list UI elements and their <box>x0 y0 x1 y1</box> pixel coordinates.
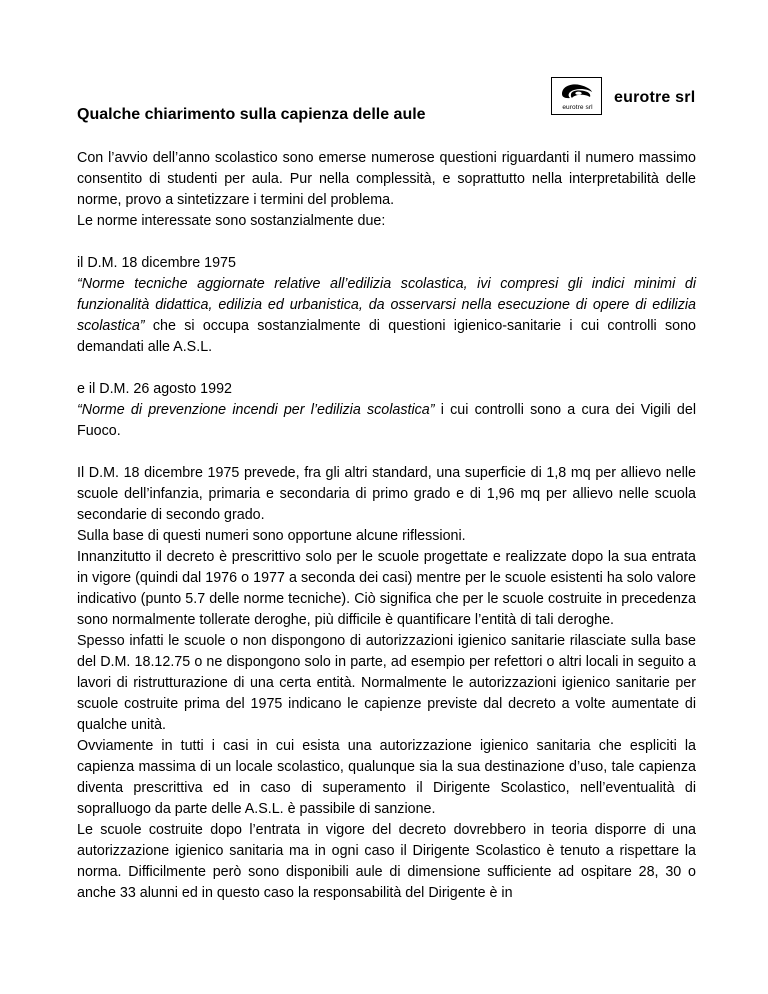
body-paragraph: Ovviamente in tutti i casi in cui esista una autorizzazione igienico sanitaria che espliciti la capienza massima di un locale scolastico, qualunque sia la sua destinazione d’uso, tale capienza diventa prescrittiva ed in caso di superamento il Dirigente Scolastico, nell’eventualità di sopralluogo da parte delle A.S.L. è passibile di sanzione. <box>77 738 696 817</box>
norm-1-quote: “Norme tecniche aggiornate relative all’edilizia scolastica, ivi compresi gli indici minimi di funzionalità didattica, edilizia ed urbanistica, da osservarsi nella esecuzione di opere di edilizia scolastica” <box>77 276 696 334</box>
body-paragraph: Sulla base di questi numeri sono opportune alcune riflessioni. <box>77 528 466 544</box>
intro-text: Con l’avvio dell’anno scolastico sono emerse numerose questioni riguardanti il numero massimo consentito di studenti per aula. Pur nella complessità, e soprattutto nella interpretabilità delle norme, provo a sintetizzare i termini del problema. <box>77 150 696 208</box>
norm-1-heading: il D.M. 18 dicembre 1975 <box>77 255 236 271</box>
norm-1-paragraph <box>77 253 696 358</box>
norm-2-heading: e il D.M. 26 agosto 1992 <box>77 381 232 397</box>
document-body <box>77 148 696 904</box>
logo-mark <box>551 77 602 115</box>
norm-2-paragraph <box>77 379 696 442</box>
body-paragraph: Spesso infatti le scuole o non dispongono di autorizzazioni igienico sanitarie rilasciate sulla base del D.M. 18.12.75 o ne dispongono solo in parte, ad esempio per refettori o altri locali in seguito a lavori di ristrutturazione di una certa entità. Normalmente le autorizzazioni igienico sanitarie per scuole costruite prima del 1975 indicano le capienze previste dal decreto a volte aumentate di qualche unità. <box>77 633 696 733</box>
norm-1-text: che si occupa sostanzialmente di questioni igienico-sanitarie i cui controlli sono demandati alle A.S.L. <box>77 318 696 355</box>
logo-swirl-icon <box>558 80 596 102</box>
norm-2-quote: “Norme di prevenzione incendi per l’edilizia scolastica” <box>77 402 435 418</box>
intro-paragraph <box>77 148 696 232</box>
logo-wordmark: eurotre srl <box>614 89 696 106</box>
page-title: Qualche chiarimento sulla capienza delle aule <box>77 106 426 123</box>
norm-2-text: i cui controlli sono a cura dei Vigili del Fuoco. <box>77 402 696 439</box>
company-logo <box>551 77 711 123</box>
body-paragraph: Innanzitutto il decreto è prescrittivo solo per le scuole progettate e realizzate dopo la sua entrata in vigore (quindi dal 1976 o 1977 a seconda dei casi) mentre per le scuole esistenti ha solo valore indicativo (punto 5.7 delle norme tecniche). Ciò significa che per le scuole costruite in precedenza sono normalmente tollerate deroghe, più difficile è quantificare l’entità di tali deroghe. <box>77 549 696 628</box>
intro-text-2: Le norme interessate sono sostanzialmente due: <box>77 213 386 229</box>
body-paragraph: Il D.M. 18 dicembre 1975 prevede, fra gli altri standard, una superficie di 1,8 mq per allievo nelle scuole dell’infanzia, primaria e secondaria di primo grado e di 1,96 mq per allievo nelle scuola secondarie di secondo grado. <box>77 465 696 523</box>
logo-small-text: eurotre srl <box>562 104 593 111</box>
body-paragraph: Le scuole costruite dopo l’entrata in vigore del decreto dovrebbero in teoria disporre di una autorizzazione igienico sanitaria ma in ogni caso il Dirigente Scolastico è tenuto a rispettare la norma. Difficilmente però sono disponibili aule di dimensione sufficiente ad ospitare 28, 30 o anche 33 alunni ed in questo caso la responsabilità del Dirigente è in <box>77 822 696 901</box>
